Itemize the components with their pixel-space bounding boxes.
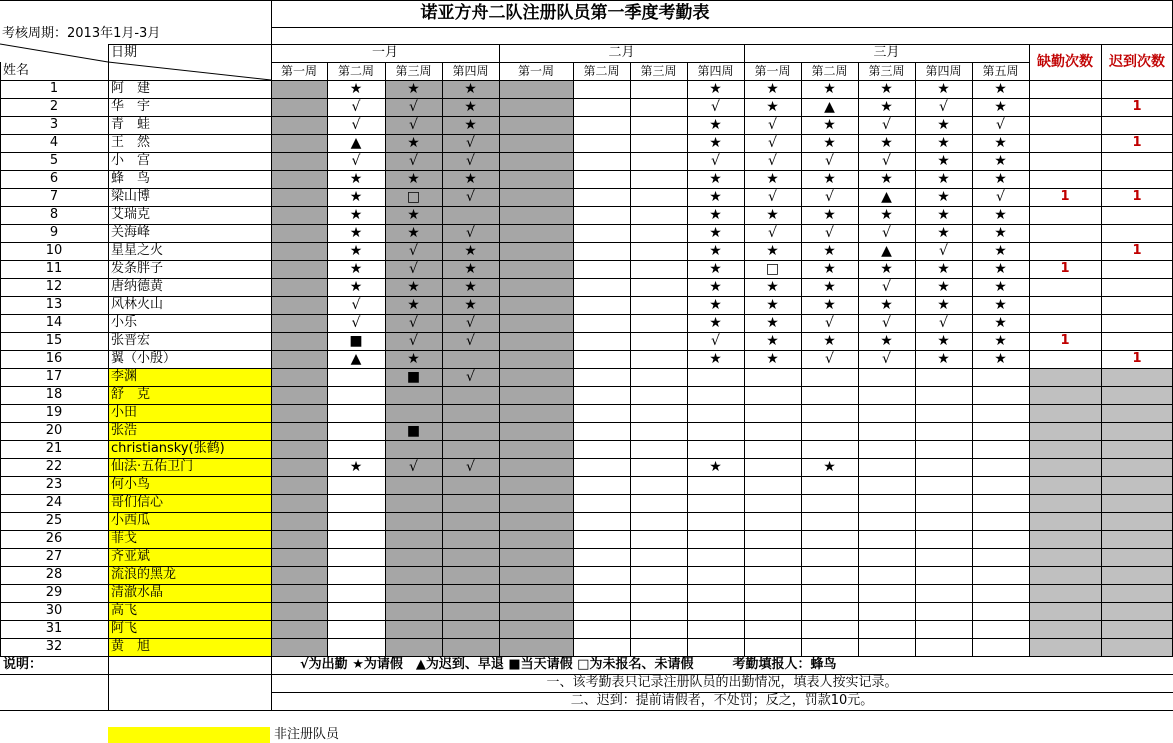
attendance-mark-present: √	[409, 261, 418, 277]
attendance-mark-present: √	[996, 117, 1005, 133]
attendance-mark-leave: ★	[994, 171, 1007, 187]
row-number: 26	[45, 531, 63, 546]
attendance-mark-leave: ★	[880, 99, 893, 115]
attendance-mark-present: √	[466, 459, 475, 475]
symbol-legend: √为出勤 ★为请假 ▲为迟到、早退 ■当天请假 □为未报名、未请假 考勤填报人：蜂鸟	[300, 657, 837, 672]
attendance-mark-late: ▲	[824, 99, 835, 115]
attendance-mark-present: √	[939, 243, 948, 259]
attendance-mark-present: √	[825, 351, 834, 367]
attendance-mark-leave: ★	[709, 225, 722, 241]
late-count-header: 迟到次数	[1109, 54, 1165, 70]
member-name: 阿 建	[111, 81, 151, 96]
grid-line	[0, 710, 1173, 711]
attendance-mark-leave: ★	[880, 81, 893, 97]
attendance-mark-leave: ★	[709, 261, 722, 277]
attendance-mark-leave: ★	[880, 171, 893, 187]
attendance-mark-present: √	[466, 135, 475, 151]
attendance-mark-leave: ★	[709, 171, 722, 187]
row-number: 12	[45, 279, 63, 294]
row-number: 22	[45, 459, 63, 474]
member-name: 唐纳德黄	[111, 279, 164, 294]
member-name: 张晋宏	[111, 333, 151, 348]
attendance-mark-leave: ★	[709, 117, 722, 133]
attendance-mark-present: √	[711, 99, 720, 115]
week-header: 第五周	[982, 64, 1019, 78]
attendance-mark-present: √	[711, 153, 720, 169]
member-name: 王 然	[111, 135, 151, 150]
row-number: 9	[49, 225, 59, 240]
attendance-mark-present: √	[711, 333, 720, 349]
attendance-mark-leave: ★	[823, 81, 836, 97]
attendance-mark-leave: ★	[709, 351, 722, 367]
week-header: 第一周	[517, 64, 554, 78]
member-name: 星星之火	[111, 243, 164, 258]
attendance-mark-leave: ★	[766, 297, 779, 313]
grid-line	[271, 27, 1173, 28]
row-number: 18	[45, 387, 63, 402]
attendance-mark-leave: ★	[766, 99, 779, 115]
non-member-swatch	[108, 727, 270, 743]
attendance-mark-leave: ★	[937, 171, 950, 187]
attendance-mark-leave: ★	[880, 135, 893, 151]
attendance-mark-leave: ★	[994, 243, 1007, 259]
attendance-mark-present: √	[882, 153, 891, 169]
attendance-mark-leave: ★	[823, 333, 836, 349]
attendance-mark-leave: ★	[464, 297, 477, 313]
attendance-mark-leave: ★	[823, 171, 836, 187]
member-name: 何小鸟	[111, 477, 151, 492]
attendance-mark-leave: ★	[994, 297, 1007, 313]
row-number: 17	[45, 369, 63, 384]
member-name: 流浪的黑龙	[111, 567, 177, 582]
attendance-mark-leave: ★	[407, 171, 420, 187]
attendance-mark-leave: ★	[937, 261, 950, 277]
attendance-mark-late: ▲	[350, 351, 362, 367]
attendance-mark-leave: ★	[766, 243, 779, 259]
row-number: 1	[49, 81, 59, 96]
attendance-mark-present: √	[466, 315, 475, 331]
attendance-mark-leave: ★	[349, 225, 363, 241]
attendance-mark-leave: ★	[464, 99, 477, 115]
member-name: 清澈水晶	[111, 585, 164, 600]
attendance-mark-sameday: ■	[349, 333, 363, 349]
member-name: 小田	[111, 405, 138, 420]
grid-line	[108, 656, 109, 710]
attendance-mark-leave: ★	[766, 171, 779, 187]
attendance-mark-leave: ★	[823, 459, 836, 475]
member-name: 小 宫	[111, 153, 151, 168]
member-name: 李渊	[111, 369, 138, 384]
attendance-mark-unreported: □	[406, 189, 421, 205]
member-name: 黄 旭	[111, 639, 151, 654]
attendance-mark-leave: ★	[407, 279, 420, 295]
attendance-mark-leave: ★	[464, 117, 477, 133]
member-name: 梁山博	[111, 189, 151, 204]
month-header: 一月	[371, 45, 398, 60]
member-name: 青 蛙	[111, 117, 151, 132]
member-name: 舒 克	[111, 387, 151, 402]
week-header: 第二周	[583, 64, 620, 78]
attendance-mark-present: √	[351, 99, 361, 115]
note-line-2: 二、迟到：提前请假者，不处罚；反之，罚款10元。	[570, 693, 874, 708]
attendance-mark-present: √	[882, 117, 891, 133]
row-number: 19	[45, 405, 63, 420]
member-name: 华 宇	[111, 99, 151, 114]
member-name: 阿飞	[111, 621, 138, 636]
attendance-mark-present: √	[409, 153, 418, 169]
attendance-mark-present: √	[351, 117, 361, 133]
week-header: 第四周	[697, 64, 734, 78]
member-name: 菲戈	[111, 531, 138, 546]
attendance-mark-present: √	[882, 279, 891, 295]
week-header: 第四周	[452, 64, 489, 78]
attendance-mark-leave: ★	[349, 261, 363, 277]
attendance-mark-leave: ★	[407, 225, 420, 241]
member-name: 发条胖子	[111, 261, 164, 276]
attendance-mark-present: √	[825, 189, 834, 205]
attendance-mark-leave: ★	[766, 81, 779, 97]
attendance-mark-leave: ★	[709, 207, 722, 223]
row-number: 30	[45, 603, 63, 618]
attendance-mark-leave: ★	[709, 243, 722, 259]
attendance-mark-leave: ★	[994, 153, 1007, 169]
attendance-mark-leave: ★	[766, 351, 779, 367]
attendance-mark-present: √	[466, 225, 475, 241]
late-count: 1	[1132, 351, 1142, 366]
row-number: 21	[45, 441, 63, 456]
month-header: 三月	[873, 45, 900, 60]
row-number: 11	[45, 261, 63, 276]
month-header: 二月	[608, 45, 635, 60]
absence-count: 1	[1060, 333, 1070, 348]
assessment-period: 考核周期：2013年1月-3月	[2, 26, 161, 41]
member-name: 仙法·五佑卫门	[111, 459, 194, 474]
attendance-mark-present: √	[466, 333, 475, 349]
attendance-mark-leave: ★	[937, 279, 950, 295]
attendance-mark-unreported: □	[765, 261, 780, 277]
attendance-mark-leave: ★	[823, 135, 836, 151]
grid-line	[271, 0, 272, 44]
attendance-mark-present: √	[768, 135, 777, 151]
attendance-mark-leave: ★	[880, 297, 893, 313]
row-number: 25	[45, 513, 63, 528]
attendance-mark-present: √	[939, 99, 948, 115]
week-header: 第二周	[811, 64, 848, 78]
attendance-mark-leave: ★	[349, 279, 363, 295]
attendance-mark-leave: ★	[407, 207, 420, 223]
attendance-mark-leave: ★	[994, 81, 1007, 97]
attendance-mark-present: √	[409, 315, 418, 331]
attendance-mark-leave: ★	[349, 189, 363, 205]
attendance-mark-leave: ★	[994, 225, 1007, 241]
member-name: 风林火山	[111, 297, 164, 312]
attendance-mark-present: √	[351, 297, 361, 313]
member-name: 张浩	[111, 423, 138, 438]
attendance-mark-leave: ★	[880, 261, 893, 277]
attendance-mark-leave: ★	[349, 243, 363, 259]
attendance-mark-present: √	[409, 333, 418, 349]
week-header: 第三周	[640, 64, 677, 78]
attendance-mark-leave: ★	[407, 135, 420, 151]
member-name: 翼（小殷）	[111, 351, 177, 366]
attendance-mark-leave: ★	[464, 261, 477, 277]
member-name: 高飞	[111, 603, 138, 618]
attendance-mark-late: ▲	[881, 189, 892, 205]
row-number: 10	[45, 243, 63, 258]
attendance-mark-leave: ★	[709, 297, 722, 313]
attendance-mark-leave: ★	[937, 351, 950, 367]
week-header: 第二周	[337, 64, 374, 78]
member-name: 关海峰	[111, 225, 151, 240]
attendance-mark-leave: ★	[766, 279, 779, 295]
attendance-mark-leave: ★	[823, 297, 836, 313]
row-number: 6	[49, 171, 59, 186]
attendance-mark-present: √	[768, 225, 777, 241]
attendance-mark-present: √	[882, 225, 891, 241]
attendance-mark-leave: ★	[709, 81, 722, 97]
attendance-mark-leave: ★	[823, 261, 836, 277]
member-name: 哥们信心	[111, 495, 164, 510]
attendance-mark-leave: ★	[349, 207, 363, 223]
attendance-mark-leave: ★	[349, 459, 363, 475]
attendance-mark-leave: ★	[880, 333, 893, 349]
attendance-mark-present: √	[351, 315, 361, 331]
row-number: 4	[49, 135, 59, 150]
attendance-mark-present: √	[409, 99, 418, 115]
row-number: 16	[45, 351, 63, 366]
attendance-mark-leave: ★	[709, 135, 722, 151]
week-header: 第三周	[395, 64, 432, 78]
attendance-mark-present: √	[939, 315, 948, 331]
attendance-mark-present: √	[996, 189, 1005, 205]
attendance-mark-leave: ★	[766, 207, 779, 223]
row-number: 8	[49, 207, 59, 222]
attendance-mark-present: √	[882, 315, 891, 331]
attendance-mark-leave: ★	[994, 315, 1007, 331]
absence-count-header: 缺勤次数	[1037, 54, 1093, 70]
attendance-mark-leave: ★	[994, 333, 1007, 349]
attendance-mark-present: √	[882, 351, 891, 367]
attendance-mark-leave: ★	[937, 225, 950, 241]
late-count: 1	[1132, 135, 1142, 150]
attendance-mark-present: √	[466, 189, 475, 205]
attendance-mark-late: ▲	[881, 243, 892, 259]
row-number: 3	[49, 117, 59, 132]
row-number: 32	[45, 639, 63, 654]
row-number: 27	[45, 549, 63, 564]
attendance-mark-leave: ★	[937, 135, 950, 151]
attendance-mark-present: √	[351, 153, 361, 169]
attendance-mark-present: √	[409, 459, 418, 475]
attendance-mark-leave: ★	[937, 153, 950, 169]
member-name: 小西瓜	[111, 513, 151, 528]
attendance-mark-leave: ★	[823, 117, 836, 133]
row-number: 14	[45, 315, 63, 330]
attendance-mark-leave: ★	[766, 315, 779, 331]
member-name: 小乐	[111, 315, 138, 330]
week-header: 第四周	[925, 64, 962, 78]
grid-line	[0, 0, 1173, 1]
member-name: 蜂 鸟	[111, 171, 151, 186]
row-number: 29	[45, 585, 63, 600]
attendance-mark-leave: ★	[349, 171, 363, 187]
row-number: 20	[45, 423, 63, 438]
attendance-mark-leave: ★	[937, 333, 950, 349]
attendance-mark-leave: ★	[937, 207, 950, 223]
row-number: 15	[45, 333, 63, 348]
date-header: 日期	[111, 45, 138, 60]
attendance-mark-leave: ★	[937, 81, 950, 97]
member-name: 齐亚斌	[111, 549, 151, 564]
attendance-mark-leave: ★	[709, 279, 722, 295]
attendance-mark-present: √	[825, 315, 834, 331]
attendance-mark-late: ▲	[350, 135, 362, 151]
attendance-mark-present: √	[409, 243, 418, 259]
attendance-mark-leave: ★	[407, 81, 420, 97]
row-number: 23	[45, 477, 63, 492]
attendance-mark-leave: ★	[994, 207, 1007, 223]
attendance-mark-present: √	[825, 225, 834, 241]
attendance-mark-present: √	[768, 117, 777, 133]
notes-label: 说明：	[3, 657, 43, 672]
attendance-mark-leave: ★	[937, 189, 950, 205]
row-number: 28	[45, 567, 63, 582]
row-number: 2	[49, 99, 59, 114]
attendance-mark-sameday: ■	[406, 423, 421, 439]
sheet-title: 诺亚方舟二队注册队员第一季度考勤表	[420, 3, 710, 23]
attendance-mark-leave: ★	[823, 279, 836, 295]
attendance-mark-leave: ★	[766, 333, 779, 349]
attendance-mark-leave: ★	[994, 279, 1007, 295]
attendance-mark-leave: ★	[994, 261, 1007, 277]
member-name: 艾瑞克	[111, 207, 151, 222]
attendance-mark-leave: ★	[709, 315, 722, 331]
attendance-mark-leave: ★	[994, 351, 1007, 367]
row-number: 13	[45, 297, 63, 312]
attendance-mark-leave: ★	[464, 81, 477, 97]
attendance-mark-leave: ★	[464, 171, 477, 187]
non-member-legend: 非注册队员	[274, 727, 340, 742]
attendance-mark-leave: ★	[823, 207, 836, 223]
attendance-mark-leave: ★	[407, 351, 420, 367]
attendance-mark-leave: ★	[880, 207, 893, 223]
attendance-mark-present: √	[768, 153, 777, 169]
absence-count: 1	[1060, 261, 1070, 276]
row-number: 7	[49, 189, 59, 204]
attendance-mark-leave: ★	[464, 243, 477, 259]
attendance-mark-leave: ★	[994, 99, 1007, 115]
attendance-mark-present: √	[466, 153, 475, 169]
row-number: 5	[49, 153, 59, 168]
attendance-mark-leave: ★	[464, 279, 477, 295]
attendance-mark-leave: ★	[823, 243, 836, 259]
attendance-mark-present: √	[825, 153, 834, 169]
attendance-mark-leave: ★	[709, 459, 722, 475]
attendance-mark-leave: ★	[994, 135, 1007, 151]
name-header: 姓名	[3, 63, 30, 78]
late-count: 1	[1132, 99, 1142, 114]
row-number: 31	[45, 621, 63, 636]
attendance-mark-leave: ★	[407, 297, 420, 313]
late-count: 1	[1132, 243, 1142, 258]
attendance-mark-leave: ★	[937, 117, 950, 133]
week-header: 第三周	[868, 64, 905, 78]
attendance-mark-leave: ★	[937, 297, 950, 313]
attendance-mark-sameday: ■	[406, 369, 421, 385]
week-header: 第一周	[754, 64, 791, 78]
attendance-mark-present: √	[466, 369, 475, 385]
member-name: christiansky(张鹤)	[111, 441, 225, 456]
late-count: 1	[1132, 189, 1142, 204]
attendance-mark-leave: ★	[349, 81, 363, 97]
week-header: 第一周	[280, 64, 317, 78]
absence-count: 1	[1060, 189, 1070, 204]
note-line-1: 一、该考勤表只记录注册队员的出勤情况，填表人按实记录。	[546, 675, 898, 690]
attendance-mark-present: √	[768, 189, 777, 205]
attendance-mark-present: √	[409, 117, 418, 133]
attendance-mark-leave: ★	[709, 189, 722, 205]
row-number: 24	[45, 495, 63, 510]
